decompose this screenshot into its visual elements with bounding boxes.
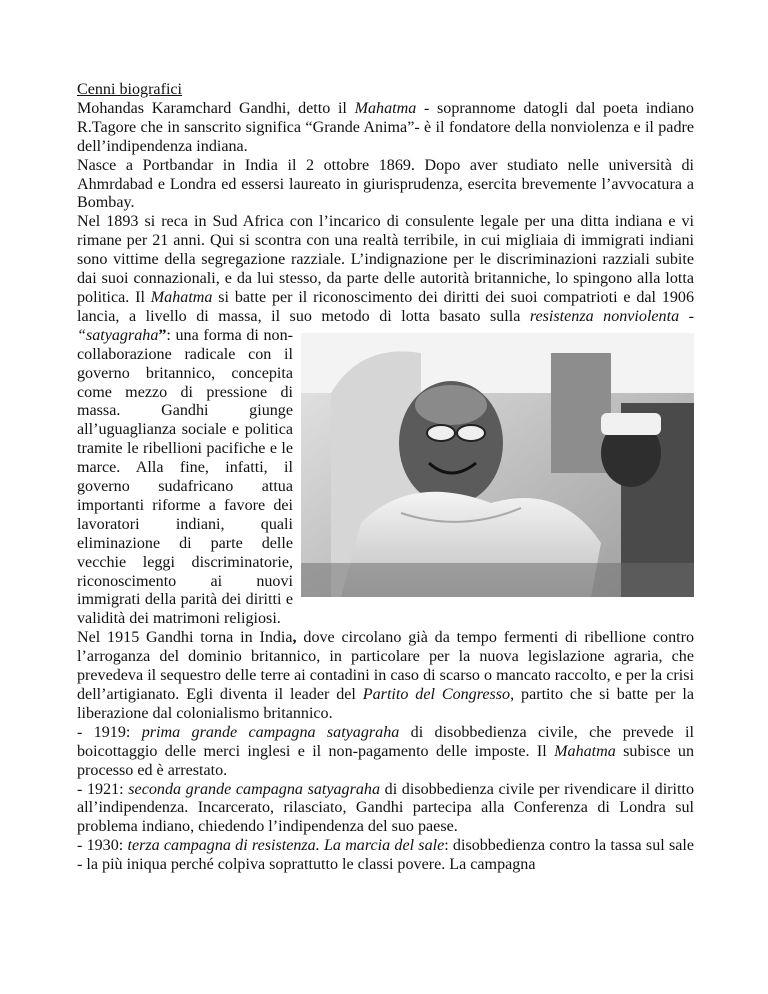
paragraph-return-india: Nel 1915 Gandhi torna in India, dove circolano già da tempo fermenti di ribellione contro l’arroganza del dominio britannico, in particolare per la nuova legislazione agraria, che prevedeva il sequestro delle terre ai contadini in caso di scarso o mancato raccolto, e per la crisi dell’artigianato. Egli diventa il leader del Partito del Congresso, partito che si batte per la liberazione dal colonialismo britannico. [77,629,695,722]
paragraph-birth: Nasce a Portbandar in India il 2 ottobre 1869. Dopo aver studiato nelle università di Ahmrdabad e Londra ed essersi laureato in giurisprudenza, esercita brevemente l’avvocatura a Bombay. [77,156,694,212]
gandhi-photo [301,333,694,597]
paragraph-south-africa: Nel 1893 si reca in Sud Africa con l’incarico di consulente legale per una ditta indiana e vi rimane per 21 anni. Qui si scontra con una realtà terribile, in cui migliaia di immigrati indiani sono vittime della segregazione razziale. L’indignazione per le discriminazioni razziali subite dai suoi connazionali, e da lui stesso, da parte delle autorità britanniche, lo spingono alla lotta politica. Il Mahatma si batte per il riconoscimento dei diritti dei suoi compatrioti e dal 1906 lancia, a livello di massa, il suo metodo di lotta basato sulla resistenza nonviolenta - “satyagraha”: una forma di non-collaborazione radicale con il governo britannico, concepita come mezzo di pressione di massa. Gandhi giunge all’uguaglianza sociale e politica tramite le ribellioni pacifiche e le marce. Alla fine, infatti, il governo sudafricano attua importanti riforme a favore dei lavoratori indiani, quali eliminazione di parte delle vecchie leggi discriminatorie, riconoscimento ai nuovi immigrati della parità dei diritti e validità dei matrimoni religiosi. [77,213,695,628]
document-body [77,81,694,875]
paragraph-intro: Mohandas Karamchard Gandhi, detto il Mahatma - soprannome datogli dal poeta indiano R.Tagore che in sanscrito significa “Grande Anima”- è il fondatore della nonviolenza e il padre dell’indipendenza indiana. [77,99,694,155]
paragraph-1921: - 1921: seconda grande campagna satyagraha di disobbedienza civile per rivendicare il diritto all’indipendenza. Incarcerato, rilasciato, Gandhi partecipa alla Conferenza di Londra sul problema indiano, chiedendo l’indipendenza del suo paese. [77,780,694,836]
paragraph-1919: - 1919: prima grande campagna satyagraha di disobbedienza civile, che prevede il boicottaggio delle merci inglesi e il non-pagamento delle imposte. Il Mahatma subisce un processo ed è arrestato. [77,723,694,779]
paragraph-1930: - 1930: terza campagna di resistenza. La marcia del sale: disobbedienza contro la tassa sul sale - la più iniqua perché colpiva soprattutto le classi povere. La campagna [77,837,694,874]
section-title: Cenni biografici [77,81,183,98]
